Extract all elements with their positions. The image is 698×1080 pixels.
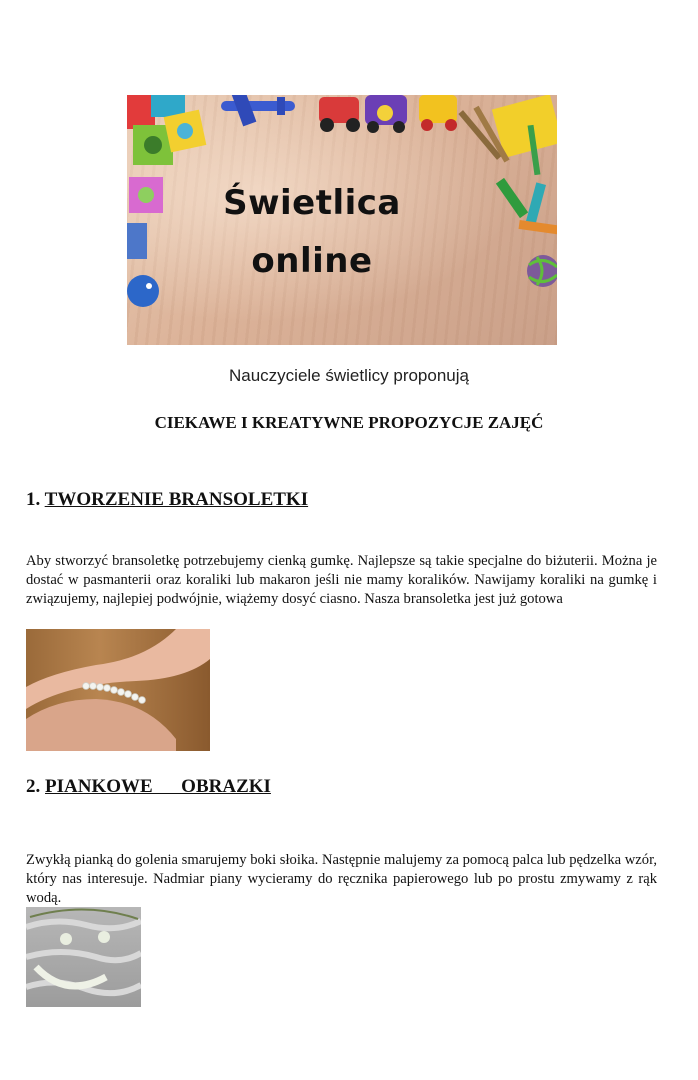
subtitle: Nauczyciele świetlicy proponują <box>228 366 469 385</box>
section-2-title: PIANKOWE OBRAZKI <box>45 776 271 797</box>
crayon-orange <box>519 220 557 235</box>
hand-skin <box>26 699 176 751</box>
section-1-text: Aby stworzyć bransoletkę potrzebujemy cienką gumkę. Najlepsze są takie specjalne do biżuterii. Można je dostać w pasmanterii oraz koraliki lub makaron jeśli nie mamy koralików. Nawijamy koraliki na gumkę i związujemy, najlepiej podwójnie, wiążemy dosyć ciasno. Nasza bransoletka jest już gotowa <box>26 553 657 607</box>
crayon-teal <box>526 182 546 223</box>
page-headline: CIEKAWE I KREATYWNE PROPOZYCJE ZAJĘĆ <box>154 413 544 432</box>
banner-image <box>127 95 557 345</box>
toy-plane <box>221 95 295 126</box>
puzzle-piece-red <box>127 95 155 129</box>
section-2-number: 2. <box>26 776 41 797</box>
crayon-green <box>496 178 528 218</box>
pencil-cup <box>458 95 557 175</box>
foam-eye-left <box>60 933 72 945</box>
foam-jar-photo <box>26 907 141 1007</box>
toy-cars <box>319 95 457 133</box>
foam-eye-right <box>98 931 110 943</box>
banner-title-line2: online <box>251 241 373 281</box>
section-1-number: 1. <box>26 489 41 510</box>
section-1-heading <box>26 489 308 511</box>
section-2-text: Zwykłą pianką do golenia smarujemy boki słoika. Następnie malujemy za pomocą palca lub pędzelka wzór, który nas interesuje. Nadmiar piany wycieramy do ręcznika papierowego lub po prostu zmywamy z rąk wodą. <box>26 852 657 906</box>
section-1-title: TWORZENIE BRANSOLETKI <box>44 489 309 510</box>
banner-title-line1: Świetlica <box>223 183 401 223</box>
bracelet-photo <box>26 629 210 751</box>
section-2-heading <box>26 776 271 798</box>
